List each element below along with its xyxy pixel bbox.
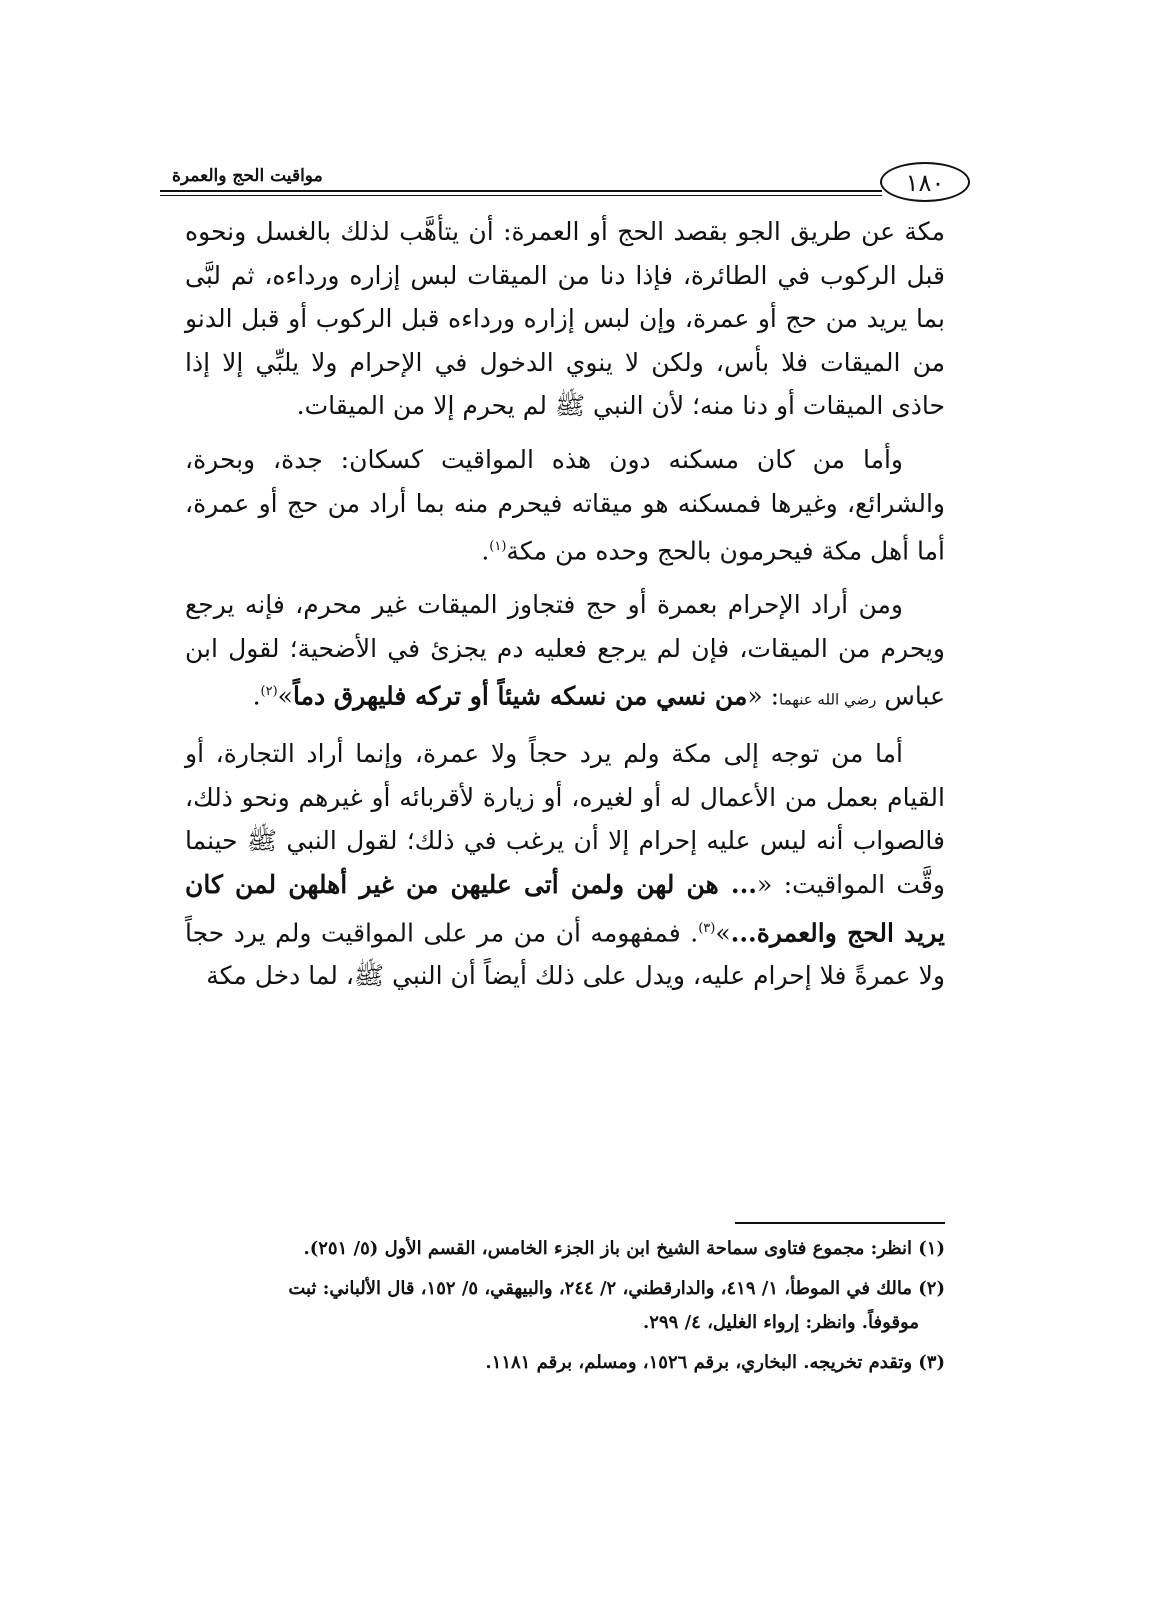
paragraph-4-rest: . فمفهومه أن من مر على المواقيت ولم يرد حجاً ولا عمرةً فلا إحرام عليه، ويدل على ذلك أيضاً أن النبي ﷺ، لما دخل مكة [185, 917, 945, 991]
paragraph-4 [185, 732, 945, 998]
footnote-3: (٣) وتقدم تخريجه. البخاري، برقم ١٥٢٦، ومسلم، برقم ١١٨١. [485, 1352, 945, 1373]
hadith-quote: ... هن لهن ولمن أتى عليهن من غير أهلهن لمن كان يريد الحج والعمرة... [185, 869, 945, 947]
quote-text: من نسي من نسكه شيئاً أو تركه فليهرق دماً [292, 681, 748, 711]
hadith-close: » [715, 917, 731, 947]
page-number: ١٨٠ [880, 162, 970, 202]
footnote-separator [735, 1222, 945, 1224]
paragraph-2-text: وأما من كان مسكنه دون هذه المواقيت كسكان: جدة، وبحرة، والشرائع، وغيرها فمسكنه هو ميقاته فيحرم منه بما أراد من حج أو عمرة، أما أهل مكة فيحرمون بالحج وحده من مكة [185, 444, 945, 566]
running-title: مواقيت الحج والعمرة [172, 166, 323, 186]
footnote-ref-3: (٣) [698, 920, 716, 936]
paragraph-3-end: . [252, 681, 261, 711]
paragraph-3 [185, 583, 945, 722]
paragraph-2-end: . [481, 536, 490, 566]
footnote-2-cont: موقوفاً. وانظر: إرواء الغليل، ٤/ ٢٩٩. [643, 1312, 919, 1333]
paragraph-3-text: ومن أراد الإحرام بعمرة أو حج فتجاوز الميقات غير محرم، فإنه يرجع ويحرم من الميقات، فإن لم يرجع فعليه دم يجزئ في الأضحية؛ لقول ابن عباس [185, 590, 945, 711]
footnote-2 [185, 1272, 945, 1340]
honorific: رضي الله عنهما [779, 690, 877, 709]
quote-open: : « [747, 681, 780, 711]
footnote-2-text: (٢) مالك في الموطأ، ١/ ٤١٩، والدارقطني، ٢/ ٢٤٤، والبيهقي، ٥/ ١٥٢، قال الألباني: ثبت [288, 1278, 945, 1299]
paragraph-1: مكة عن طريق الجو بقصد الحج أو العمرة: أن يتأهَّب لذلك بالغسل ونحوه قبل الركوب في الطائرة، فإذا دنا من الميقات لبس إزاره ورداءه، ثم لبَّى بما يريد من حج أو عمرة، وإن لبس إزاره ورداءه قبل الركوب أو قبل الدنو من الميقات فلا بأس، ولكن لا ينوي الدخول في الإحرام ولا يلبِّي إلا إذا حاذى الميقات أو دنا منه؛ لأن النبي ﷺ لم يحرم إلا من الميقات. [185, 217, 945, 421]
footnote-1: (١) انظر: مجموع فتاوى سماحة الشيخ ابن باز الجزء الخامس، القسم الأول (٥/ ٢٥١). [303, 1238, 945, 1259]
paragraph-2 [185, 438, 945, 573]
header-rule [160, 190, 882, 192]
footnote-ref-2: (٢) [260, 684, 278, 700]
footnotes [185, 1232, 945, 1386]
header-rule-thin [160, 195, 882, 196]
footnote-ref-1: (١) [489, 539, 507, 555]
page-header [160, 162, 970, 202]
main-text [185, 210, 945, 1008]
quote-close: » [277, 681, 293, 711]
paragraph-4-text: أما من توجه إلى مكة ولم يرد حجاً ولا عمرة، وإنما أراد التجارة، أو القيام بعمل من الأعمال له أو لغيره، أو زيارة لأقربائه أو غيرهم ونحو ذلك، فالصواب أنه ليس عليه إحرام إلا أن يرغب في ذلك؛ لقول النبي ﷺ حينما وقَّت المواقيت: « [185, 739, 945, 899]
